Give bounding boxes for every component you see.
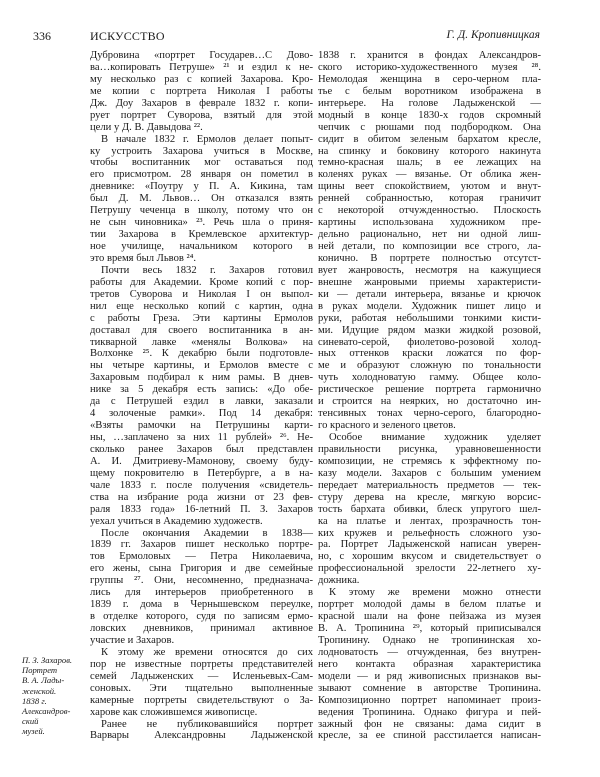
text-line: участие и Захаров. [90,634,175,646]
text-line: ки — детали интерьера, вязанье и крючок [318,288,541,300]
text-line: 1838 г. хранится в фондах Александров- [318,50,541,61]
text-line: работы для Академии. Кроме копий с пор- [90,276,313,288]
text-line: модный в конце 1830-х годов скромный [318,109,541,121]
text-line: чепчик с рюшами под подбородком. Она [318,121,541,133]
text-line: Варвары Александровны Ладыженской [90,730,313,742]
text-line: В начале 1832 г. Ермолов делает попыт- [101,133,313,145]
page-number: 336 [33,29,51,43]
text-line: коленях руках — вязанье. От облика жен- [318,169,541,181]
text-line: него контакта образная характеристика [318,658,541,670]
caption-line: П. З. Захаров. [22,655,73,665]
running-title: ИСКУССТВО [90,29,165,43]
text-line: В. А. Тропинина ²⁹, который приписывался [318,623,541,634]
text-line: казу модели. Захаров с большим умением [318,467,541,479]
caption-line: музей. [22,726,45,737]
text-line: вует жанровость, несмотря на кажущиеся [318,264,541,276]
text-line: доставал для своего воспитанника в ан- [90,324,313,336]
text-line: правильности рисунка, уравновешенности [318,443,541,455]
text-line: ва…копировать Петруше» ²¹ и ездил к не- [90,61,313,73]
text-line: «Взяты рамочки на Петрушины карти- [90,420,313,432]
text-line: рует портрет Суворова, взятый для этой [90,109,313,121]
text-line: Дж. Доу Захаров в феврале 1832 г. копи- [90,97,313,109]
text-line: тье с белым воротником изображена в [318,85,541,97]
text-line: К этому же времени можно отнести [329,587,541,599]
text-line: ней детали, по композиции все строго, ла- [318,241,541,252]
text-line: зывают сомнение в авторстве Тропинина. [318,682,541,694]
text-line: красной шали на фоне пейзажа из музея [318,611,541,623]
text-line: интерьере. На голове Ладыженской — [318,97,541,109]
text-line: Тропинину. Однако не тропининская хо- [318,634,541,646]
text-line: го красного и зеленого цветов. [318,420,456,432]
text-line: руки, работая небольшими тонкими кисти- [318,312,541,324]
text-line: конично. В портрете полностью отсутст- [318,252,541,264]
text-line: третов Суворова и Николая I он выпол- [90,288,313,300]
text-line: его присмотром. 28 января он пометил в [90,169,313,181]
text-line: картины использована художником пре- [318,217,541,229]
text-line: передает материальность предметов — тек- [318,479,541,491]
figure-caption [22,655,88,737]
text-line: в отделке которого, судя по записям ермо- [90,611,313,623]
text-line: Ранее не публиковавшийся портрет [101,718,313,730]
text-line: на спинку и боковину которого накинута [318,145,541,157]
text-line: и строится на неярких, но достаточно ин- [318,396,541,408]
text-line: ра. Портрет Ладыженской написан уверен- [318,539,541,551]
text-line: щины веет спокойствием, уютом и внут- [318,181,541,193]
text-line: ме и образуют сложную по тональности [318,360,541,372]
text-line: камерные портреты свидетельствуют о За- [90,694,313,706]
text-line: его жены, сына Григория и две семейные [90,563,313,575]
text-line: да с Петрушей ездил в лавки, заказали [90,396,313,408]
text-line: цели у Д. В. Давыдова ²². [90,121,203,133]
caption-line: 1838 г. [22,695,47,706]
text-line: темно-красная шаль; в ее лежащих на [318,157,541,169]
text-line: 1839 г. дома в Чернышевском переулке, [90,599,313,611]
text-line: чуть холодноватую гамму. Общее коло- [318,372,541,384]
text-line: модели — и ряд живописных признаков вы- [318,670,541,682]
text-line: тость бархата обивки, блеск упругого шел- [318,503,541,515]
right-text-column [318,50,541,742]
text-line: профессиональной зрелости 22-летнего ху- [318,563,541,575]
text-line: Особое внимание художник уделяет [329,432,541,443]
text-line: ловских дневников, принимал активное [90,623,313,634]
text-line: После окончания Академии в 1838— [101,527,313,539]
text-line: Композиционно портрет напоминает произ- [318,694,541,706]
text-line: Захаровым подбирал к ним рамы. В днев- [90,372,313,384]
text-line: Почти весь 1832 г. Захаров готовил [101,264,313,276]
text-line: А. И. Дмитриеву-Мамонову, своему буду- [90,455,313,467]
text-line: соновых. Эти тщательно выполненные [90,682,313,694]
text-line: нил еще несколько копий с картин, одна [90,300,313,312]
text-line: стуру дерева на кресле, мягкую ворсис- [318,491,541,503]
caption-line: ский [22,716,39,727]
text-line: был Д. М. Львов… Он отказался взять [90,193,313,205]
text-line: с некоторой отчужденностью. Плоскость [318,205,541,217]
text-line: но, с хорошим вкусом и свидетельствует о [318,551,541,563]
text-line: Немолодая женщина в серо-черном пла- [318,73,541,85]
text-line: ку устроить Захарова учиться в Москве, [90,145,313,157]
caption-line: Александров- [22,706,71,717]
text-line: тикварной лавке «менялы Волкова» на [90,336,313,348]
text-line: Петрушу чеченца в школу, потому что он [90,205,313,217]
text-line: композиции, не стремясь к эффектному по- [318,455,541,467]
text-line: зажный фон не связаны: дама сидит в [318,718,541,730]
text-line: тенсивных тонах черно-серого, благородно- [318,408,541,420]
text-line: ристическое решение портрета гармонично [318,384,541,396]
text-line: дельно рационально, нет ни одной лиш- [318,229,541,241]
text-line: с работы Греза. Эти картины Ермолов [90,312,313,324]
caption-line: Портрет [22,665,58,676]
text-line: кресле, за ее спиной расстилается написан- [318,730,541,742]
left-text-column [90,50,313,742]
text-line: синевато-серой, фиолетово-розовой холод- [318,336,541,348]
text-line: сидит в обитом зеленым бархатом кресле, [318,133,541,145]
text-line: портрет молодой дамы в белом платье и [318,599,541,611]
text-line: ми. Идущие рядом мазки жидкой розовой, [318,324,541,336]
text-line: лись для интерьеров приобретенного в [90,587,313,599]
text-line: дожника. [318,575,360,587]
text-line: тии Захарова в Кремлевское архитектур- [90,229,313,241]
text-line: чале 1833 г. после получения «свидетель- [90,479,313,491]
text-line: ведения Тропинина. Однако фигура и пей- [318,706,541,718]
text-line: К этому же времени относятся до сих [101,646,313,658]
running-author: Г. Д. Кропивницкая [446,29,540,41]
text-line: ных оттенков краски ложатся по фор- [318,348,541,360]
text-line: харове как сложившемся живописце. [90,706,258,718]
text-line: нике за 5 декабря есть запись: «До обе- [90,384,313,396]
text-line: Волхонке ²⁵. К декабрю были подготовле- [90,348,313,360]
text-line: в руках модели. Художник пишет лицо и [318,300,541,312]
text-line: Дубровина «портрет Государев…С Дово- [90,50,313,61]
text-line: раля 1833 года» 16-летний П. З. Захаров [90,503,313,515]
text-line: щему покровителю в Петербурге, а в на- [90,467,313,479]
text-line: ме копии с портрета Николая I работы [90,85,313,97]
text-line: ное училище, начальником которого в [90,241,313,252]
text-line: это время был Львов ²⁴. [90,252,197,264]
text-line: ка на платье и лентах, прозрачность тон- [318,515,541,527]
caption-line: В. А. Лады- [22,675,65,686]
text-line: пор не известные портреты представителей [90,658,313,670]
text-line: внешне жанровыми приемы характеристи- [318,276,541,288]
text-line: лодноватость — отчужденная, без внутрен- [318,646,541,658]
text-line: 4 золоченые рамки». Под 14 декабря: [90,408,313,420]
text-line: сколько ранее Захаров был представлен [90,443,313,455]
text-line: группы ²⁷. Они, несомненно, предназнача- [90,575,313,587]
text-line: ренней собранностью, которая граничит [318,193,541,205]
text-line: 1839 гг. Захаров пишет несколько портре- [90,539,313,551]
text-line: ства на избрание рода жизни от 23 фев- [90,491,313,503]
text-line: ны четыре картины, и Ермолов вместе с [90,360,313,372]
text-line: чтобы воспитанник мог оставаться под [90,157,313,169]
text-line: не сын чиновника» ²³. Речь шла о приня- [90,217,313,229]
text-line: му несколько раз с копией Захарова. Кро- [90,73,313,85]
text-line: семей Ладыженских — Исленьевых-Сам- [90,670,313,682]
text-line: дневнике: «Поутру у П. А. Кикина, там [90,181,313,193]
text-line: ского историко-художественного музея ²⁸. [318,61,541,73]
text-line: ких кружев и рельефность сложного узо- [318,527,541,539]
caption-line: женской. [22,685,57,696]
text-line: ны, …заплачено за них 11 рублей» ²⁶. Не- [90,432,313,443]
text-line: тов Ермоловых — Петра Николаевича, [90,551,313,563]
text-line: уехал учиться в Академию художеств. [90,515,263,527]
